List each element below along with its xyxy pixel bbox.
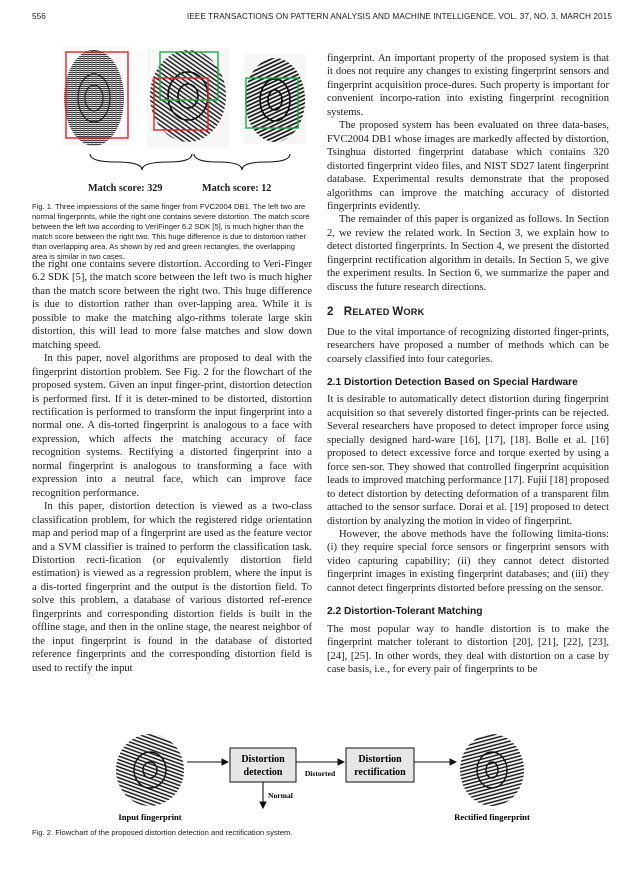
section-number: 2 xyxy=(327,306,334,319)
paragraph: The remainder of this paper is organized as follows. In Section 2, we review the related work. In Section 3, we explain how to detect distorted fingerprints. In Section 4, we present the distorted fingerprint rectification algorithm in details. In Section 5, we give the experiment results. In Section 6, we summarize the paper and discuss the future research directions. xyxy=(327,214,609,293)
paragraph: In this paper, distortion detection is viewed as a two-class classification problem, for which the registered ridge orientation map and period map of a fingerprint are used as the feature vector and a SVM classifier is trained to perform the classification task. Distortion recti-fication (or equivalently distortion field estimation) is viewed as a regression problem, where the input is a dis-torted fingerprint and the output is the distortion field. To solve this problem, a database of various distorted ref-erence fingerprints and corresponding distortion fields is built in the offline stage, and then in the online stage, the nearest neighbor of the input fingerprint is found in the database of distorted reference fingerprints and the corresponding distortion field is used to rectify the input xyxy=(32,501,312,674)
paragraph: In this paper, novel algorithms are proposed to deal with the fingerprint distortion problem. See Fig. 2 for the flowchart of the proposed system. Given an input finger-print, distortion detection is performed first. If it is deter-mined to be distorted, distortion rectification is performed to transform the input fingerprint into a normal one. A dis-torted fingerprint is analogous to a face with expression, which affects the matching accuracy of face recognition systems. Rectifying a distorted fingerprint into a normal fingerprint is analogous to transforming a face with expression into a neutral face, which can improve face recognition performance. xyxy=(32,353,312,499)
figure-1-caption: Fig. 1. Three impressions of the same finger from FVC2004 DB1. The left two are normal fingerprints, while the right one contains severe distortion. The match score between the left two according to VeriFinger 6.2 SDK [5], is much higher than the match score between the right two. This huge difference is due to distortion rather than overlapping area. As shown by red and green rectangles, the overlapping area is similar in two cases. xyxy=(32,202,310,261)
paragraph: It is desirable to automatically detect distortion during fingerprint acquisition so that severely distorted finger-prints can be rejected. Several researchers have proposed to detect improper force using specially designed hard-ware [16], [17], [18]. Bolle et al. [16] proposed to detect excessive force and torque exerted by using a force sen-sor. They showed that controlled fingerprint acquisition leads to improved matching performance [17]. Fujii [18] proposed to detect distortion by detecting deformation of a transparent film attached to the sensor surface. Dorai et al. [19] proposed to detect distortion by analyzing the motion in video of fingerprint. xyxy=(327,394,609,527)
paragraph: fingerprint. An important property of the proposed system is that it does not require any changes to existing fingerprint sensors and fingerprint acquisition proce-dures. Such property is important for convenient incorpo-ration into existing fingerprint recognition systems. xyxy=(327,53,609,118)
brace-left xyxy=(90,154,192,170)
brace-right xyxy=(194,154,290,170)
right-column xyxy=(327,52,609,676)
fingerprint-1-image xyxy=(62,46,132,146)
paragraph: the right one contains severe distortion. According to Veri-Finger 6.2 SDK [5], the match score between the left two is much higher than the match score between the right two. This huge difference is due to distortion rather than over-lapping area. While it is possible to make the matching algo-rithms tolerate large skin distortion, this will lead to more false matches and slow down matching speed. xyxy=(32,259,312,351)
journal-header: IEEE TRANSACTIONS ON PATTERN ANALYSIS AND MACHINE INTELLIGENCE, VOL. 37, NO. 3, MARCH 2015 xyxy=(186,12,612,21)
match-scores xyxy=(32,183,312,197)
section-title-w: W xyxy=(392,306,404,319)
detection-label-line1: Distortion xyxy=(241,754,285,765)
input-fingerprint-image xyxy=(116,734,184,806)
paragraph: The most popular way to handle distortion is to make the fingerprint matcher tolerant to distortion [20], [21], [22], [23], [24], [25]. In other words, they deal with distortion on a case by case basis, i.e., for every pair of fingerprints to be xyxy=(327,623,609,676)
figure-2-caption: Fig. 2. Flowchart of the proposed distortion detection and rectification system. xyxy=(32,828,293,837)
rectified-fingerprint-label: Rectified fingerprint xyxy=(454,812,530,822)
match-score-right: Match score: 12 xyxy=(202,183,272,194)
distorted-label: Distorted xyxy=(304,769,336,778)
rectification-label-line1: Distortion xyxy=(358,754,402,765)
subsection-2-1-heading: 2.1 Distortion Detection Based on Special Hardware xyxy=(327,376,578,388)
match-score-left: Match score: 329 xyxy=(88,183,163,194)
detection-label-line2: detection xyxy=(243,767,283,778)
figure-1 xyxy=(32,38,312,261)
fingerprint-2-image xyxy=(147,48,229,148)
figure-1-graphic xyxy=(32,38,312,188)
section-2-heading xyxy=(327,306,609,319)
left-column xyxy=(32,258,312,675)
input-fingerprint-label: Input fingerprint xyxy=(118,812,182,822)
normal-label: Normal xyxy=(268,791,293,800)
paragraph: The proposed system has been evaluated on three data-bases, FVC2004 DB1 whose images are markedly affected by distortion, Tsinghua distorted fingerprint database which contains 320 distorted fingerprint video files, and NIST SD27 latent fingerprint database. Experimental results demonstrate that the proposed algorithms can improve the matching accuracy of distorted fingerprints evidently. xyxy=(327,120,609,212)
paragraph: However, the above methods have the following limita-tions: (i) they require special force sensors or fingerprint sensors with video capturing capability; (ii) they cannot detect distorted fingerprint images in existing fingerprint databases; and (iii) they cannot detect fingerprints distorted before pressing on the sensor. xyxy=(327,528,609,594)
paragraph: Due to the vital importance of recognizing distorted finger-prints, researchers have proposed a number of methods which can be coarsely classified into four categories. xyxy=(327,326,609,365)
section-title-r: R xyxy=(343,306,353,319)
section-title-ork: ORK xyxy=(403,307,425,318)
running-header xyxy=(32,12,612,26)
rectified-fingerprint-image xyxy=(460,734,524,806)
subsection-2-2-heading: 2.2 Distortion-Tolerant Matching xyxy=(327,606,483,618)
section-title-elated: ELATED xyxy=(352,307,393,318)
fingerprint-3-image xyxy=(244,54,306,144)
rectification-label-line2: rectification xyxy=(354,767,406,778)
figure-2-flowchart xyxy=(32,734,612,826)
figure-2 xyxy=(32,734,612,844)
page-number: 556 xyxy=(32,12,46,21)
